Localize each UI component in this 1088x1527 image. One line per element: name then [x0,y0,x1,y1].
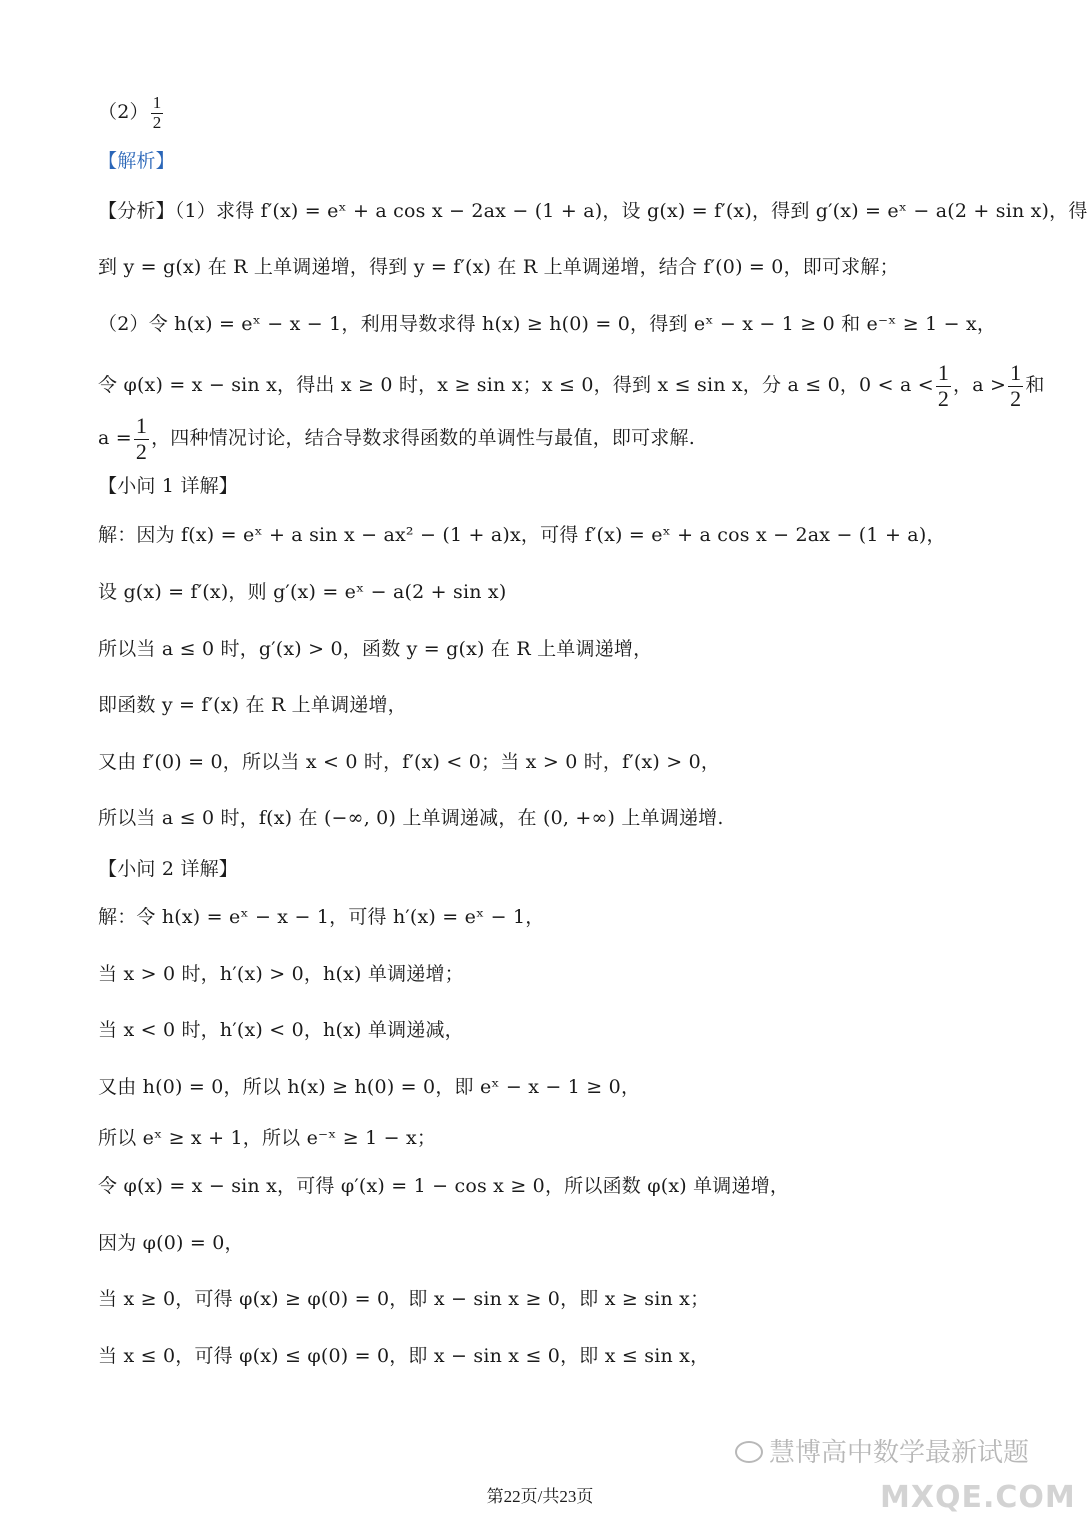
watermark-text: 慧博高中数学最新试题 [769,1438,1030,1468]
fraction-one-half [1008,361,1023,410]
fraction-numerator: 1 [1010,360,1022,386]
fraction-denominator: 2 [1010,385,1022,411]
q2-line: 解：令 h(x) = eˣ − x − 1，可得 h′(x) = eˣ − 1， [98,906,545,928]
answer-2 [98,94,998,132]
fraction-one-half [936,361,951,410]
q2-line: 又由 h(0) = 0，所以 h(x) ≥ h(0) = 0，即 eˣ − x − 1 ≥ 0， [98,1076,641,1098]
jiexi-heading: 【解析】 [98,150,175,172]
analysis-line-1: 【分析】（1）求得 f′(x) = eˣ + a cos x − 2ax − (1 + a)，设 g(x) = f′(x)，得到 g′(x) = eˣ − a(2 + sin x)，得 [98,200,1088,222]
analysis-line-2: 到 y = g(x) 在 R 上单调递增，得到 y = f′(x) 在 R 上单调递增，结合 f′(0) = 0，即可求解； [98,256,899,278]
q1-line: 解：因为 f(x) = eˣ + a sin x − ax² − (1 + a)x，可得 f′(x) = eˣ + a cos x − 2ax − (1 + a)， [98,524,946,546]
fraction-one-half [151,94,164,132]
q2-line: 当 x > 0 时，h′(x) > 0，h(x) 单调递增； [98,963,464,985]
q2-line: 当 x < 0 时，h′(x) < 0，h(x) 单调递减， [98,1019,464,1041]
watermark [735,1432,1029,1469]
page-footer: 第22页/共23页 [486,1487,594,1506]
analysis-line-4-part-b: ，a > [953,374,1007,396]
analysis-line-5-part-b: ，四种情况讨论，结合导数求得函数的单调性与最值，即可求解. [151,427,695,449]
analysis-line-4-part-a: 令 φ(x) = x − sin x，得出 x ≥ 0 时，x ≥ sin x；x ≤ 0，得到 x ≤ sin x，分 a ≤ 0，0 < a < [98,374,934,396]
wechat-icon [735,1441,763,1463]
q1-line: 所以当 a ≤ 0 时，g′(x) > 0，函数 y = g(x) 在 R 上单调递增， [98,638,653,660]
answer-label: （2） [98,101,149,124]
analysis-line-4 [98,360,1045,411]
fraction-denominator: 2 [937,385,950,411]
fraction-numerator: 1 [152,93,162,112]
q2-line: 当 x ≤ 0，可得 φ(x) ≤ φ(0) = 0，即 x − sin x ≤ 0，即 x ≤ sin x， [98,1345,710,1367]
q1-line: 设 g(x) = f′(x)，则 g′(x) = eˣ − a(2 + sin x) [98,581,507,603]
fraction-numerator: 1 [937,360,950,386]
q2-title: 【小问 2 详解】 [98,858,238,880]
analysis-line-5 [98,413,998,464]
q2-line: 令 φ(x) = x − sin x，可得 φ′(x) = 1 − cos x ≥ 0，所以函数 φ(x) 单调递增， [98,1175,790,1197]
analysis-line-3: （2）令 h(x) = eˣ − x − 1，利用导数求得 h(x) ≥ h(0) = 0，得到 eˣ − x − 1 ≥ 0 和 e⁻ˣ ≥ 1 − x， [98,313,997,335]
q2-line: 所以 eˣ ≥ x + 1，所以 e⁻ˣ ≥ 1 − x； [98,1127,437,1149]
q2-line: 因为 φ(0) = 0， [98,1232,244,1254]
analysis-line-5-part-a: a = [98,427,132,449]
watermark-site: MXQE.COM [880,1480,1076,1515]
fraction-denominator: 2 [135,438,148,464]
q1-line: 又由 f′(0) = 0，所以当 x < 0 时，f′(x) < 0；当 x > 0 时，f′(x) > 0， [98,751,721,773]
q1-title: 【小问 1 详解】 [98,475,238,497]
fraction-one-half [134,414,149,463]
fraction-numerator: 1 [135,413,148,439]
analysis-line-4-part-c: 和 [1025,374,1045,396]
q1-line: 即函数 y = f′(x) 在 R 上单调递增， [98,694,407,716]
fraction-denominator: 2 [152,112,162,132]
q2-line: 当 x ≥ 0，可得 φ(x) ≥ φ(0) = 0，即 x − sin x ≥ 0，即 x ≥ sin x； [98,1288,710,1310]
q1-line: 所以当 a ≤ 0 时，f(x) 在 (−∞, 0) 上单调递减，在 (0, +∞) 上单调递增. [98,807,724,829]
